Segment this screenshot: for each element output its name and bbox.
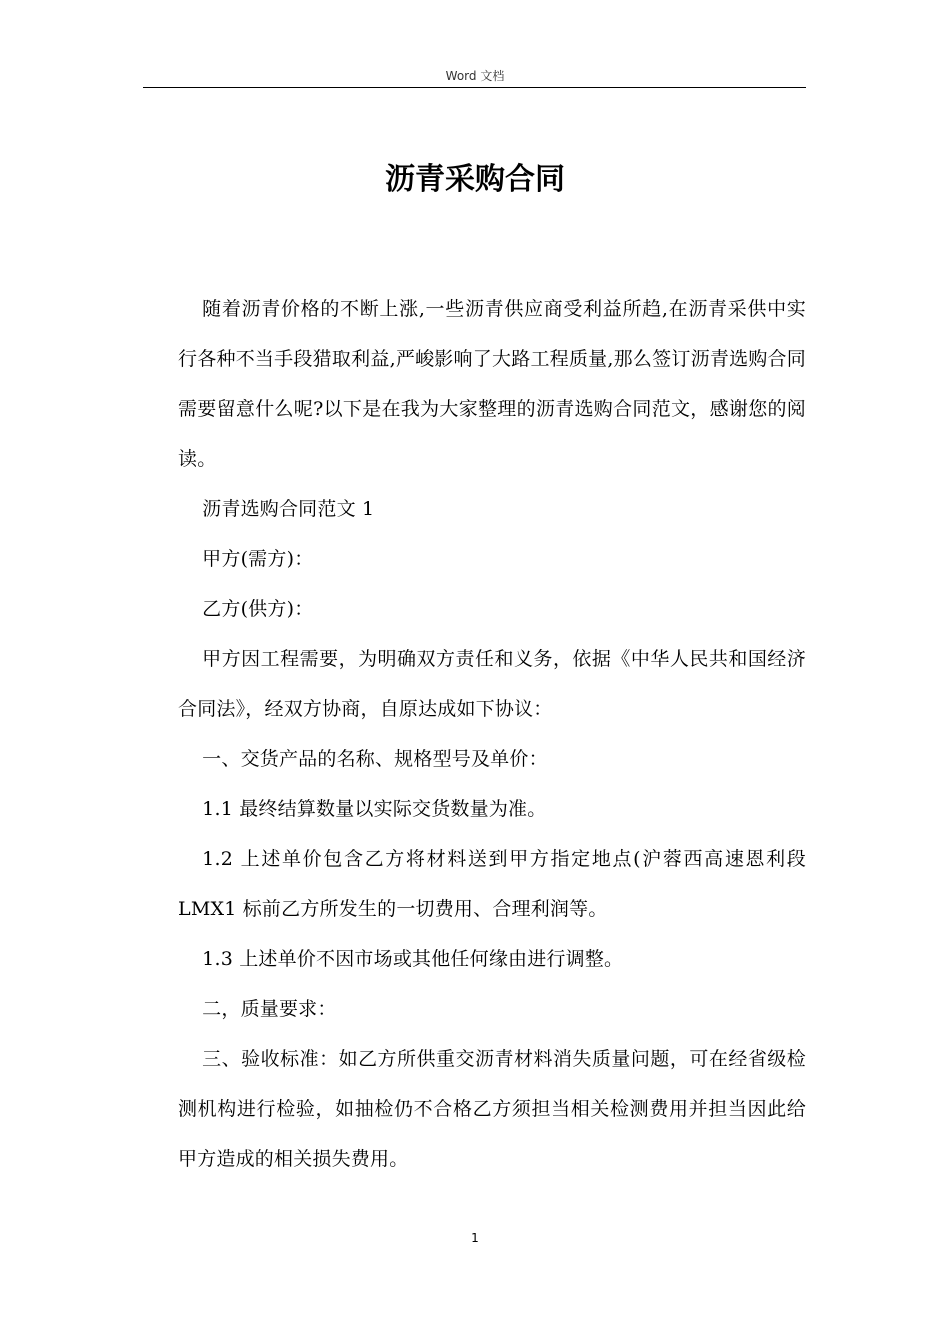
paragraph-clause-1-1: 1.1 最终结算数量以实际交货数量为准。 — [202, 798, 547, 820]
header-label: Word 文档 — [445, 69, 505, 83]
paragraph-clause-1-3: 1.3 上述单价不因市场或其他任何缘由进行调整。 — [202, 948, 624, 970]
paragraph-clause-1-2: 1.2 上述单价包含乙方将材料送到甲方指定地点(沪蓉西高速恩利段 LMX1 标前乙方所发生的一切费用、合理利润等。 — [178, 848, 806, 920]
paragraph-sample-heading: 沥青选购合同范文 1 — [202, 498, 375, 520]
page-number: 1 — [471, 1231, 479, 1245]
paragraph-section-3: 三、验收标准：如乙方所供重交沥青材料消失质量问题，可在经省级检测机构进行检验，如抽检仍不合格乙方须担当相关检测费用并担当因此给甲方造成的相关损失费用。 — [178, 1048, 806, 1170]
paragraph-party-a: 甲方(需方)： — [202, 548, 314, 570]
document-title: 沥青采购合同 — [385, 162, 565, 197]
paragraph-agreement: 甲方因工程需要，为明确双方责任和义务，依据《中华人民共和国经济合同法》，经双方协商，自原达成如下协议： — [178, 648, 806, 720]
document-body — [178, 284, 806, 1184]
paragraph-intro: 随着沥青价格的不断上涨,一些沥青供应商受利益所趋,在沥青采供中实行各种不当手段猎取利益,严峻影响了大路工程质量,那么签订沥青选购合同需要留意什么呢?以下是在我为大家整理的沥青选购合同范文，感谢您的阅读。 — [178, 298, 806, 470]
header-divider — [143, 87, 806, 88]
paragraph-section-1: 一、交货产品的名称、规格型号及单价： — [202, 748, 548, 770]
paragraph-section-2: 二，质量要求： — [202, 998, 337, 1020]
paragraph-party-b: 乙方(供方)： — [202, 598, 314, 620]
